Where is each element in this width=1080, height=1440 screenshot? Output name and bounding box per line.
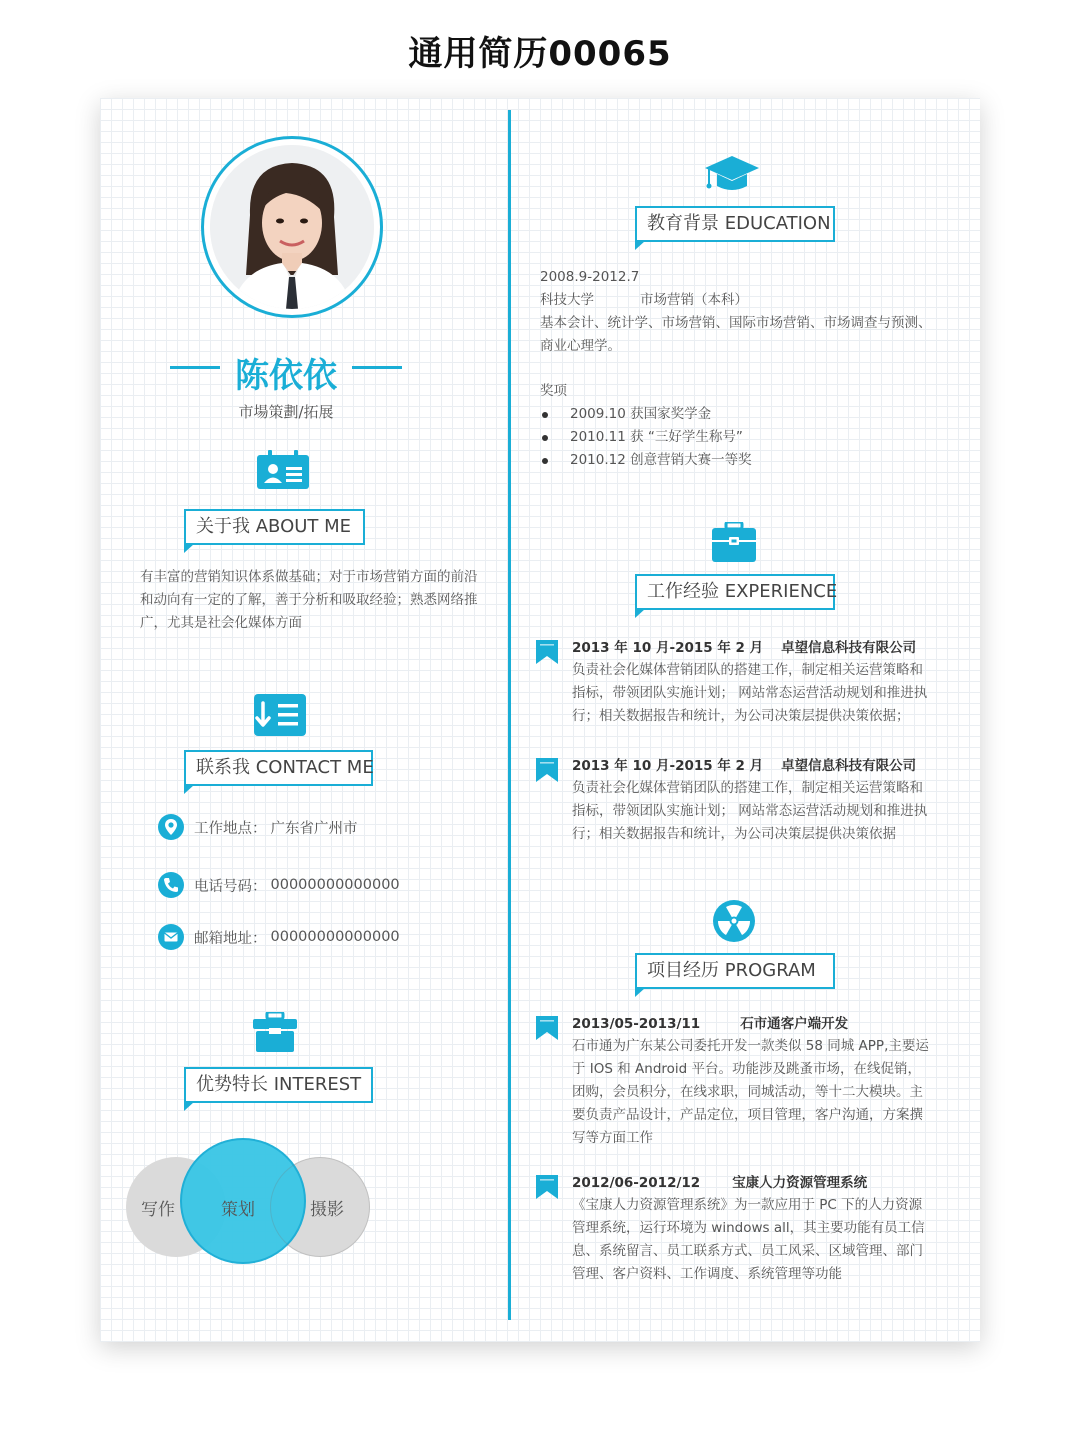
name-row	[170, 348, 402, 396]
experience-desc: 负责社会化媒体营销团队的搭建工作，制定相关运营策略和指标，带领团队实施计划； 网站常态运营活动规划和推进执行；相关数据报告和统计，为公司决策层提供决策依据	[572, 780, 928, 842]
phone-icon	[158, 872, 184, 898]
program-desc: 《宝康人力资源管理系统》为一款应用于 PC 下的人力资源管理系统，运行环境为 windows all，其主要功能有员工信息、系统留言、员工联系方式、员工风采、区域管理、部门管理、客户资料、工作调度、系统管理等功能	[572, 1197, 925, 1282]
experience-heading: 工作经验 EXPERIENCE	[635, 574, 835, 610]
program-name: 宝康人力资源管理系统	[732, 1175, 868, 1191]
program-period: 2013/05-2013/11	[572, 1016, 701, 1032]
awards-label: 奖项	[540, 383, 567, 399]
page-title: 通用简历00065	[408, 34, 672, 74]
experience-period: 2013 年 10 月-2015 年 2 月	[572, 640, 764, 656]
bookmark-flag-icon	[534, 756, 560, 782]
awards-list	[540, 403, 940, 472]
education-courses: 基本会计、统计学、市场营销、国际市场营销、市场调查与预测、商业心理学。	[540, 315, 932, 354]
program-name: 石市通客户端开发	[740, 1016, 849, 1032]
name-line-right	[352, 366, 402, 369]
location-pin-icon	[158, 814, 184, 840]
contact-email: 邮箱地址： 00000000000000	[158, 924, 400, 950]
id-card-icon	[256, 450, 310, 490]
education-block	[540, 266, 940, 472]
contact-phone: 电话号码： 00000000000000	[158, 872, 400, 898]
education-heading: 教育背景 EDUCATION	[635, 206, 835, 242]
program-heading: 项目经历 PROGRAM	[635, 953, 835, 989]
about-text: 有丰富的营销知识体系做基础；对于市场营销方面的前沿和动向有一定的了解，善于分析和吸取经验；熟悉网络推广，尤其是社会化媒体方面	[140, 569, 478, 631]
toolbox-icon	[253, 1012, 297, 1052]
interest-item: 策划	[221, 1200, 255, 1220]
resume-sheet	[100, 98, 980, 1342]
experience-company: 卓望信息科技有限公司	[781, 640, 917, 656]
avatar	[201, 136, 383, 318]
program-entry	[534, 1171, 934, 1291]
contact-location: 工作地点： 广东省广州市	[158, 814, 358, 840]
education-school-row	[540, 289, 940, 312]
column-divider	[508, 110, 511, 1320]
contact-list-icon	[254, 694, 306, 736]
briefcase-icon	[712, 522, 756, 562]
experience-company: 卓望信息科技有限公司	[781, 758, 917, 774]
bookmark-flag-icon	[534, 638, 560, 664]
experience-entry	[534, 636, 934, 732]
award-item: 2010.11 获 “三好学生称号”	[540, 426, 940, 449]
award-item: 2010.12 创意营销大赛一等奖	[540, 449, 940, 472]
interest-item: 写作	[141, 1200, 175, 1220]
education-school: 科技大学	[540, 292, 594, 308]
mail-icon	[158, 924, 184, 950]
program-entry	[534, 1012, 934, 1152]
graduation-cap-icon	[705, 156, 759, 192]
person-name: 陈依依	[235, 356, 337, 396]
contact-heading: 联系我 CONTACT ME	[184, 750, 373, 786]
education-major: 市场营销（本科）	[640, 292, 748, 308]
interest-heading: 优势特长 INTEREST	[184, 1067, 373, 1103]
radiation-icon	[712, 899, 756, 943]
education-period: 2008.9-2012.7	[540, 269, 640, 285]
experience-desc: 负责社会化媒体营销团队的搭建工作，制定相关运营策略和指标，带领团队实施计划； 网站常态运营活动规划和推进执行；相关数据报告和统计，为公司决策层提供决策依据；	[572, 662, 928, 724]
about-heading: 关于我 ABOUT ME	[184, 509, 365, 545]
program-period: 2012/06-2012/12	[572, 1175, 701, 1191]
bookmark-flag-icon	[534, 1173, 560, 1199]
program-desc: 石市通为广东某公司委托开发一款类似 58 同城 APP,主要运于 IOS 和 Android 平台。功能涉及跳蚤市场，在线促销，团购，会员积分，在线求职，同城活动，等十二大模块。主要负责产品设计，产品定位，项目管理，客户沟通，方案撰写等方面工作	[572, 1038, 929, 1146]
interest-venn	[124, 1134, 374, 1269]
award-item: 2009.10 获国家奖学金	[540, 403, 940, 426]
experience-entry	[534, 754, 934, 850]
bookmark-flag-icon	[534, 1014, 560, 1040]
job-title: 市場策劃/拓展	[238, 403, 334, 421]
interest-item: 摄影	[310, 1200, 344, 1220]
experience-period: 2013 年 10 月-2015 年 2 月	[572, 758, 764, 774]
